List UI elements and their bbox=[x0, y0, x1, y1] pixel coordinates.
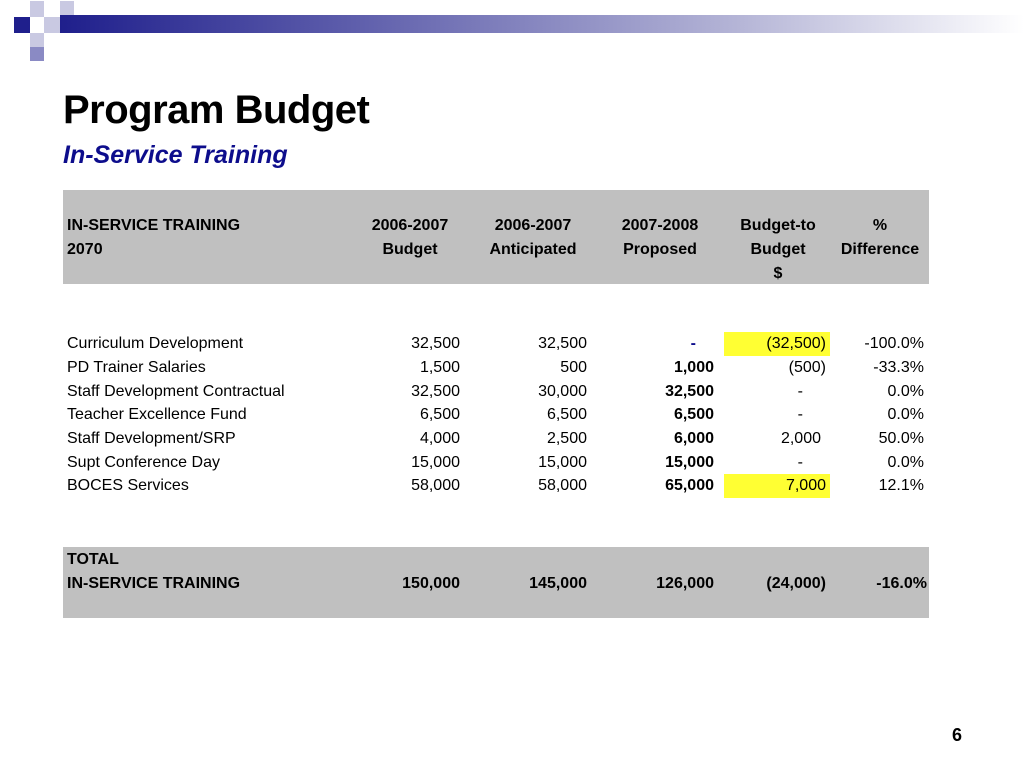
decor-square bbox=[60, 1, 74, 15]
row-diff: - bbox=[797, 383, 803, 400]
row-budget: 32,500 bbox=[411, 335, 460, 352]
total-budget: 150,000 bbox=[402, 575, 460, 592]
row-pct: 0.0% bbox=[887, 383, 924, 400]
row-budget: 4,000 bbox=[419, 430, 460, 447]
row-budget: 1,500 bbox=[419, 359, 460, 376]
total-proposed: 126,000 bbox=[656, 575, 714, 592]
row-proposed: 65,000 bbox=[665, 477, 714, 494]
header-diff-line3: $ bbox=[773, 265, 783, 282]
header-proposed-label: Proposed bbox=[623, 241, 697, 258]
row-diff: - bbox=[797, 406, 803, 423]
slide-title: Program Budget bbox=[63, 88, 370, 132]
row-proposed: 1,000 bbox=[673, 359, 714, 376]
header-category-label: IN-SERVICE TRAINING bbox=[67, 217, 241, 234]
table-row bbox=[0, 474, 1024, 498]
header-budget-label: Budget bbox=[382, 241, 438, 258]
row-pct: 12.1% bbox=[878, 477, 924, 494]
row-budget: 32,500 bbox=[411, 383, 460, 400]
header-diff-line2: Budget bbox=[750, 241, 806, 258]
row-proposed: 32,500 bbox=[665, 383, 714, 400]
decor-square bbox=[44, 17, 60, 33]
row-anticipated: 6,500 bbox=[546, 406, 587, 423]
table-row bbox=[0, 427, 1024, 451]
row-budget: 58,000 bbox=[411, 477, 460, 494]
header-anticipated-label: Anticipated bbox=[489, 241, 577, 258]
row-anticipated: 500 bbox=[560, 359, 587, 376]
row-anticipated: 30,000 bbox=[538, 383, 587, 400]
row-budget: 15,000 bbox=[411, 454, 460, 471]
row-budget: 6,500 bbox=[419, 406, 460, 423]
row-pct: -33.3% bbox=[873, 359, 924, 376]
header-category-code: 2070 bbox=[67, 241, 103, 258]
row-label: Teacher Excellence Fund bbox=[67, 406, 247, 423]
row-label: Curriculum Development bbox=[67, 335, 244, 352]
row-pct: -100.0% bbox=[864, 335, 924, 352]
row-anticipated: 2,500 bbox=[546, 430, 587, 447]
row-diff: (500) bbox=[788, 359, 826, 376]
page-number: 6 bbox=[951, 725, 962, 745]
table-row bbox=[0, 356, 1024, 380]
row-diff: (32,500) bbox=[724, 332, 830, 356]
table-row bbox=[0, 451, 1024, 475]
header-pct-line1: % bbox=[872, 217, 888, 234]
row-proposed: 6,500 bbox=[673, 406, 714, 423]
total-label-line1: TOTAL bbox=[67, 551, 119, 568]
row-anticipated: 15,000 bbox=[538, 454, 587, 471]
header-pct-line2: Difference bbox=[840, 241, 920, 258]
table-row bbox=[0, 403, 1024, 427]
row-label: Supt Conference Day bbox=[67, 454, 220, 471]
row-proposed: 15,000 bbox=[665, 454, 714, 471]
header-diff-line1: Budget-to bbox=[740, 217, 816, 234]
header-budget-year: 2006-2007 bbox=[371, 217, 449, 234]
decor-square bbox=[30, 33, 44, 47]
row-anticipated: 32,500 bbox=[538, 335, 587, 352]
header-gradient-bar bbox=[60, 15, 1024, 33]
decor-square bbox=[14, 17, 30, 33]
row-proposed: - bbox=[690, 335, 696, 352]
slide-subtitle: In-Service Training bbox=[63, 141, 288, 169]
row-label: PD Trainer Salaries bbox=[67, 359, 206, 376]
header-proposed-year: 2007-2008 bbox=[621, 217, 699, 234]
table-row bbox=[0, 332, 1024, 356]
table-row bbox=[0, 380, 1024, 404]
row-anticipated: 58,000 bbox=[538, 477, 587, 494]
total-diff: (24,000) bbox=[766, 575, 826, 592]
total-pct: -16.0% bbox=[876, 575, 927, 592]
decor-square bbox=[30, 1, 44, 17]
header-anticipated-year: 2006-2007 bbox=[494, 217, 572, 234]
row-diff: - bbox=[797, 454, 803, 471]
row-diff: 2,000 bbox=[780, 430, 821, 447]
total-anticipated: 145,000 bbox=[529, 575, 587, 592]
row-proposed: 6,000 bbox=[673, 430, 714, 447]
total-label-line2: IN-SERVICE TRAINING bbox=[67, 575, 241, 592]
row-label: Staff Development/SRP bbox=[67, 430, 236, 447]
row-label: BOCES Services bbox=[67, 477, 189, 494]
row-pct: 0.0% bbox=[887, 454, 924, 471]
row-diff: 7,000 bbox=[724, 474, 830, 498]
row-label: Staff Development Contractual bbox=[67, 383, 285, 400]
decor-square bbox=[30, 47, 44, 61]
row-pct: 50.0% bbox=[878, 430, 924, 447]
row-pct: 0.0% bbox=[887, 406, 924, 423]
